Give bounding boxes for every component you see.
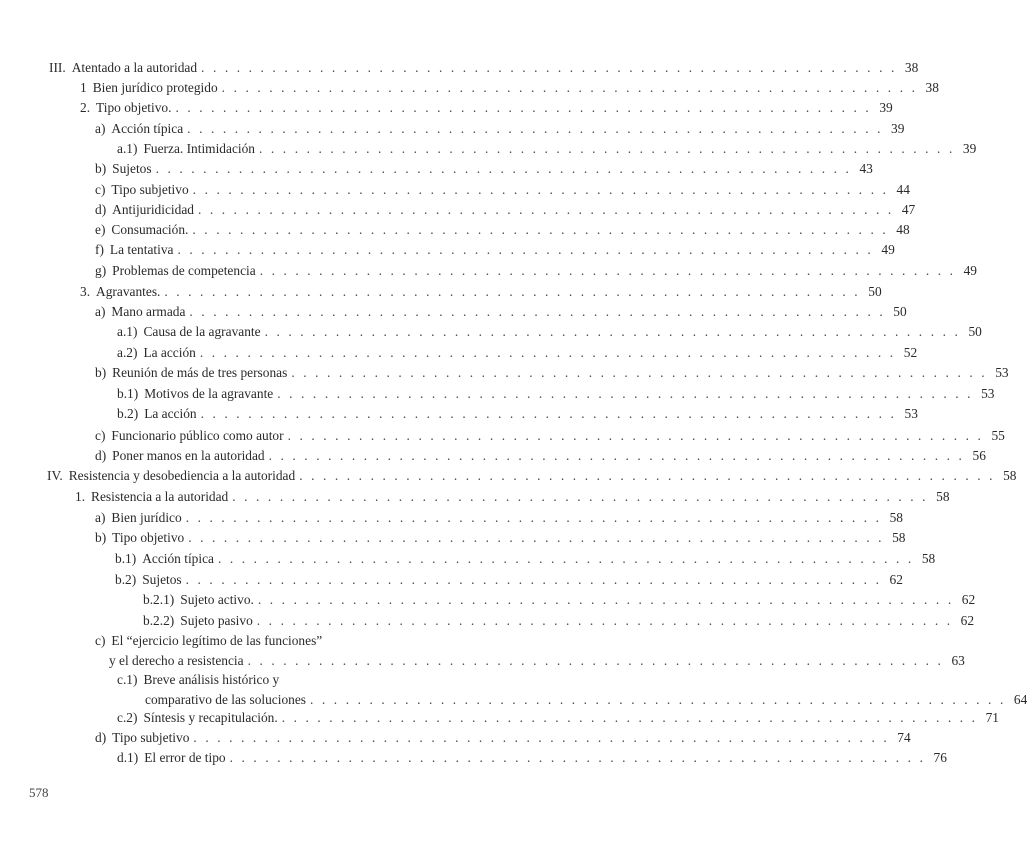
toc-entry-number: 3. bbox=[80, 284, 91, 299]
toc-entry bbox=[95, 304, 907, 320]
toc-entry-page: 52 bbox=[903, 345, 918, 360]
toc-entry bbox=[117, 386, 995, 402]
toc-entry-number: c.2) bbox=[117, 710, 138, 725]
dot-leader: . . . . . . . . . . . . . . . . . . . . . . . . . . . . . . . . . . . . . . . . . . . . . . . . . . . . . . . . . . . bbox=[192, 222, 889, 237]
toc-entry-title: Fuerza. Intimidación bbox=[143, 141, 256, 156]
toc-entry bbox=[95, 530, 906, 546]
dot-leader: . . . . . . . . . . . . . . . . . . . . . . . . . . . . . . . . . . . . . . . . . . . . . . . . . . . . . . . . . . . bbox=[259, 141, 955, 156]
toc-entry-title: Problemas de competencia bbox=[112, 263, 256, 278]
toc-entry-title: Reunión de más de tres personas bbox=[112, 365, 288, 380]
toc-entry-page: 39 bbox=[879, 100, 893, 115]
toc-entry-page: 58 bbox=[936, 489, 950, 504]
toc-entry-number: d) bbox=[95, 448, 107, 463]
toc-entry bbox=[95, 161, 873, 177]
toc-entry bbox=[115, 551, 936, 567]
toc-entry-number: 2. bbox=[80, 100, 91, 115]
toc-entry bbox=[115, 572, 903, 588]
toc-entry-number: b.2.2) bbox=[143, 613, 175, 628]
dot-leader: . . . . . . . . . . . . . . . . . . . . . . . . . . . . . . . . . . . . . . . . . . . . . . . . . . . . . . . . . . . bbox=[291, 365, 988, 380]
dot-leader: . . . . . . . . . . . . . . . . . . . . . . . . . . . . . . . . . . . . . . . . . . . . . . . . . . . . . . . . . . . bbox=[268, 448, 965, 463]
toc-entry-title: Sujetos bbox=[112, 161, 152, 176]
dot-leader: . . . . . . . . . . . . . . . . . . . . . . . . . . . . . . . . . . . . . . . . . . . . . . . . . . . . . . . . . . . bbox=[188, 530, 885, 545]
toc-entry bbox=[117, 141, 977, 157]
dot-leader: . . . . . . . . . . . . . . . . . . . . . . . . . . . . . . . . . . . . . . . . . . . . . . . . . . . . . . . . . . . bbox=[277, 386, 974, 401]
toc-entry-title: Acción típica bbox=[111, 121, 184, 136]
dot-leader: . . . . . . . . . . . . . . . . . . . . . . . . . . . . . . . . . . . . . . . . . . . . . . . . . . . . . . . . . . . bbox=[155, 161, 852, 176]
toc-entry-page: 62 bbox=[889, 572, 903, 587]
dot-leader: . . . . . . . . . . . . . . . . . . . . . . . . . . . . . . . . . . . . . . . . . . . . . . . . . . . . . . . . . . . bbox=[232, 489, 929, 504]
toc-entry-page: 64 bbox=[1013, 692, 1027, 707]
toc-entry-title: Bien jurídico bbox=[111, 510, 182, 525]
dot-leader: . . . . . . . . . . . . . . . . . . . . . . . . . . . . . . . . . . . . . . . . . . . . . . . . . . . . . . . . . . . bbox=[189, 304, 886, 319]
toc-entry-number: c) bbox=[95, 182, 106, 197]
toc-entry-title: El error de tipo bbox=[144, 750, 226, 765]
toc-entry-page: 39 bbox=[962, 141, 977, 156]
toc-entry-number: b.2) bbox=[115, 572, 137, 587]
toc-entry-page: 44 bbox=[896, 182, 910, 197]
toc-entry bbox=[75, 489, 950, 505]
toc-entry-title-continued: comparativo de las soluciones bbox=[145, 692, 307, 707]
toc-entry-number: a) bbox=[95, 304, 106, 319]
toc-entry-title: Atentado a la autoridad bbox=[71, 60, 198, 75]
toc-entry-number: f) bbox=[95, 242, 104, 257]
toc-entry-number: d) bbox=[95, 730, 107, 745]
dot-leader: . . . . . . . . . . . . . . . . . . . . . . . . . . . . . . . . . . . . . . . . . . . . . . . . . . . . . . . . . . . bbox=[177, 242, 874, 257]
toc-entry-page: 47 bbox=[901, 202, 916, 217]
toc-entry bbox=[95, 510, 903, 526]
toc-entry-number: III. bbox=[49, 60, 66, 75]
toc-entry-title: Motivos de la agravante bbox=[144, 386, 274, 401]
dot-leader: . . . . . . . . . . . . . . . . . . . . . . . . . . . . . . . . . . . . . . . . . . . . . . . . . . . . . . . . . . . bbox=[229, 750, 926, 765]
dot-leader: . . . . . . . . . . . . . . . . . . . . . . . . . . . . . . . . . . . . . . . . . . . . . . . . . . . . . . . . . . . bbox=[299, 468, 996, 483]
toc-entry bbox=[95, 448, 986, 464]
toc-entry-title: Resistencia a la autoridad bbox=[91, 489, 229, 504]
toc-entry bbox=[95, 633, 965, 668]
dot-leader: . . . . . . . . . . . . . . . . . . . . . . . . . . . . . . . . . . . . . . . . . . . . . . . . . . . . . . . . . . . bbox=[185, 510, 882, 525]
toc-entry-title: La acción bbox=[144, 406, 197, 421]
toc-entry-title: Sujetos bbox=[142, 572, 182, 587]
toc-entry-number: b) bbox=[95, 365, 107, 380]
toc-entry-page: 55 bbox=[991, 428, 1005, 443]
toc-entry-number: d.1) bbox=[117, 750, 139, 765]
toc-entry bbox=[117, 710, 999, 726]
toc-entry-number: b.2.1) bbox=[143, 592, 175, 607]
toc-entry-page: 38 bbox=[904, 60, 919, 75]
dot-leader: . . . . . . . . . . . . . . . . . . . . . . . . . . . . . . . . . . . . . . . . . . . . . . . . . . . . . . . . . . . bbox=[310, 692, 1006, 707]
dot-leader: . . . . . . . . . . . . . . . . . . . . . . . . . . . . . . . . . . . . . . . . . . . . . . . . . . . . . . . . . . . bbox=[257, 592, 954, 607]
toc-entry bbox=[117, 750, 947, 766]
toc-entry-page: 43 bbox=[859, 161, 873, 176]
toc-entry-number: b.1) bbox=[115, 551, 137, 566]
toc-entry-page: 58 bbox=[892, 530, 906, 545]
dot-leader: . . . . . . . . . . . . . . . . . . . . . . . . . . . . . . . . . . . . . . . . . . . . . . . . . . . . . . . . . . . bbox=[217, 551, 914, 566]
toc-entry-title: Sujeto activo. bbox=[180, 592, 254, 607]
toc-entry bbox=[117, 406, 918, 422]
toc-entry-title: Acción típica bbox=[142, 551, 214, 566]
toc-entry-number: c) bbox=[95, 633, 106, 648]
toc-entry bbox=[117, 345, 918, 361]
toc-entry bbox=[95, 730, 911, 746]
toc-entry-title: Resistencia y desobediencia a la autoridad bbox=[68, 468, 296, 483]
toc-entry bbox=[95, 121, 905, 137]
toc-entry-title: Causa de la agravante bbox=[143, 324, 261, 339]
toc-entry-page: 56 bbox=[972, 448, 986, 463]
toc-entry-number: d) bbox=[95, 202, 107, 217]
toc-entry-title: Tipo subjetivo bbox=[112, 730, 190, 745]
toc-entry-title: Agravantes. bbox=[96, 284, 161, 299]
dot-leader: . . . . . . . . . . . . . . . . . . . . . . . . . . . . . . . . . . . . . . . . . . . . . . . . . . . . . . . . . . . bbox=[197, 202, 894, 217]
toc-entry-page: 39 bbox=[891, 121, 905, 136]
toc-entry-number: e) bbox=[95, 222, 106, 237]
toc-entry-page: 53 bbox=[981, 386, 995, 401]
toc-entry bbox=[95, 428, 1005, 444]
toc-entry-page: 74 bbox=[897, 730, 911, 745]
toc-entry-number: c.1) bbox=[117, 672, 138, 687]
toc-entry-page: 50 bbox=[868, 284, 882, 299]
toc-entry-page: 62 bbox=[961, 592, 976, 607]
toc-entry bbox=[80, 100, 893, 116]
toc-entry-title: El “ejercicio legítimo de las funciones” bbox=[111, 633, 323, 648]
toc-entry-title: Sujeto pasivo bbox=[180, 613, 253, 628]
toc-entry bbox=[49, 60, 919, 76]
toc-entry-number: b.2) bbox=[117, 406, 139, 421]
toc-entry-page: 71 bbox=[985, 710, 999, 725]
toc-entry-page: 50 bbox=[968, 324, 982, 339]
toc-entry-page: 49 bbox=[963, 263, 977, 278]
toc-entry-page: 58 bbox=[921, 551, 936, 566]
dot-leader: . . . . . . . . . . . . . . . . . . . . . . . . . . . . . . . . . . . . . . . . . . . . . . . . . . . . . . . . . . . bbox=[221, 80, 918, 95]
toc-entry bbox=[47, 468, 1017, 484]
toc-entry-number: 1 bbox=[80, 80, 87, 95]
toc-entry-title-continued: y el derecho a resistencia bbox=[109, 653, 244, 668]
dot-leader: . . . . . . . . . . . . . . . . . . . . . . . . . . . . . . . . . . . . . . . . . . . . . . . . . . . . . . . . . . . bbox=[256, 613, 953, 628]
toc-entry-title: Bien jurídico protegido bbox=[92, 80, 218, 95]
dot-leader: . . . . . . . . . . . . . . . . . . . . . . . . . . . . . . . . . . . . . . . . . . . . . . . . . . . . . . . . . . . bbox=[185, 572, 882, 587]
toc-entry-title: Mano armada bbox=[111, 304, 186, 319]
toc-entry-number: IV. bbox=[47, 468, 63, 483]
toc-entry-page: 53 bbox=[904, 406, 918, 421]
toc-entry-page: 58 bbox=[1003, 468, 1017, 483]
toc-entry-number: b) bbox=[95, 530, 107, 545]
toc-entry-number: a.2) bbox=[117, 345, 138, 360]
toc-entry bbox=[143, 592, 976, 608]
toc-entry-number: 1. bbox=[75, 489, 86, 504]
toc-entry-title: Tipo subjetivo bbox=[111, 182, 189, 197]
toc-entry bbox=[95, 222, 910, 238]
toc-entry-title: Breve análisis histórico y bbox=[143, 672, 280, 687]
toc-entry-title: Poner manos en la autoridad bbox=[112, 448, 265, 463]
dot-leader: . . . . . . . . . . . . . . . . . . . . . . . . . . . . . . . . . . . . . . . . . . . . . . . . . . . . . . . . . . . bbox=[281, 710, 978, 725]
toc-entry-title: La tentativa bbox=[109, 242, 174, 257]
toc-entry-page: 62 bbox=[960, 613, 975, 628]
toc-entry bbox=[95, 242, 895, 258]
dot-leader: . . . . . . . . . . . . . . . . . . . . . . . . . . . . . . . . . . . . . . . . . . . . . . . . . . . . . . . . . . . bbox=[200, 406, 897, 421]
toc-entry-title: Tipo objetivo. bbox=[96, 100, 172, 115]
toc-entry-page: 76 bbox=[933, 750, 947, 765]
toc-entry bbox=[80, 80, 939, 96]
toc-entry-page: 63 bbox=[951, 653, 965, 668]
toc-entry-page: 38 bbox=[925, 80, 939, 95]
toc-entry-number: g) bbox=[95, 263, 107, 278]
toc-entry-title: Síntesis y recapitulación. bbox=[143, 710, 278, 725]
toc-entry-page: 53 bbox=[995, 365, 1009, 380]
toc-entry-title: Funcionario público como autor bbox=[111, 428, 284, 443]
toc-entry-number: a) bbox=[95, 121, 106, 136]
toc-entry-title: Antijuridicidad bbox=[112, 202, 194, 217]
dot-leader: . . . . . . . . . . . . . . . . . . . . . . . . . . . . . . . . . . . . . . . . . . . . . . . . . . . . . . . . . . . bbox=[187, 121, 884, 136]
dot-leader: . . . . . . . . . . . . . . . . . . . . . . . . . . . . . . . . . . . . . . . . . . . . . . . . . . . . . . . . . . . bbox=[175, 100, 872, 115]
toc-entry-title: La acción bbox=[143, 345, 196, 360]
dot-leader: . . . . . . . . . . . . . . . . . . . . . . . . . . . . . . . . . . . . . . . . . . . . . . . . . . . . . . . . . . . bbox=[193, 730, 890, 745]
toc-entry-number: b) bbox=[95, 161, 107, 176]
toc-entry bbox=[117, 324, 982, 340]
dot-leader: . . . . . . . . . . . . . . . . . . . . . . . . . . . . . . . . . . . . . . . . . . . . . . . . . . . . . . . . . . . bbox=[192, 182, 889, 197]
toc-entry bbox=[95, 365, 1009, 381]
dot-leader: . . . . . . . . . . . . . . . . . . . . . . . . . . . . . . . . . . . . . . . . . . . . . . . . . . . . . . . . . . . bbox=[201, 60, 897, 75]
toc-entry bbox=[143, 613, 975, 629]
toc-entry bbox=[117, 672, 1027, 707]
page-number: 578 bbox=[29, 785, 49, 800]
toc-entry-number: c) bbox=[95, 428, 106, 443]
toc-entry-page: 50 bbox=[893, 304, 907, 319]
toc-entry-number: a.1) bbox=[117, 324, 138, 339]
toc-entry-title: Consumación. bbox=[111, 222, 189, 237]
toc-entry-number: a.1) bbox=[117, 141, 138, 156]
dot-leader: . . . . . . . . . . . . . . . . . . . . . . . . . . . . . . . . . . . . . . . . . . . . . . . . . . . . . . . . . . . bbox=[199, 345, 896, 360]
toc-entry-page: 48 bbox=[896, 222, 910, 237]
toc-entry bbox=[80, 284, 882, 300]
toc-entry-number: a) bbox=[95, 510, 106, 525]
toc-entry bbox=[95, 182, 910, 198]
toc-entry-number: b.1) bbox=[117, 386, 139, 401]
dot-leader: . . . . . . . . . . . . . . . . . . . . . . . . . . . . . . . . . . . . . . . . . . . . . . . . . . . . . . . . . . . bbox=[287, 428, 984, 443]
toc-entry-title: Tipo objetivo bbox=[112, 530, 185, 545]
toc-entry-page: 58 bbox=[889, 510, 903, 525]
dot-leader: . . . . . . . . . . . . . . . . . . . . . . . . . . . . . . . . . . . . . . . . . . . . . . . . . . . . . . . . . . . bbox=[247, 653, 944, 668]
dot-leader: . . . . . . . . . . . . . . . . . . . . . . . . . . . . . . . . . . . . . . . . . . . . . . . . . . . . . . . . . . . bbox=[259, 263, 956, 278]
toc-entry-page: 49 bbox=[881, 242, 895, 257]
dot-leader: . . . . . . . . . . . . . . . . . . . . . . . . . . . . . . . . . . . . . . . . . . . . . . . . . . . . . . . . . . . bbox=[264, 324, 961, 339]
toc-entry bbox=[95, 202, 916, 218]
toc-entry bbox=[95, 263, 977, 279]
dot-leader: . . . . . . . . . . . . . . . . . . . . . . . . . . . . . . . . . . . . . . . . . . . . . . . . . . . . . . . . . . . bbox=[164, 284, 861, 299]
